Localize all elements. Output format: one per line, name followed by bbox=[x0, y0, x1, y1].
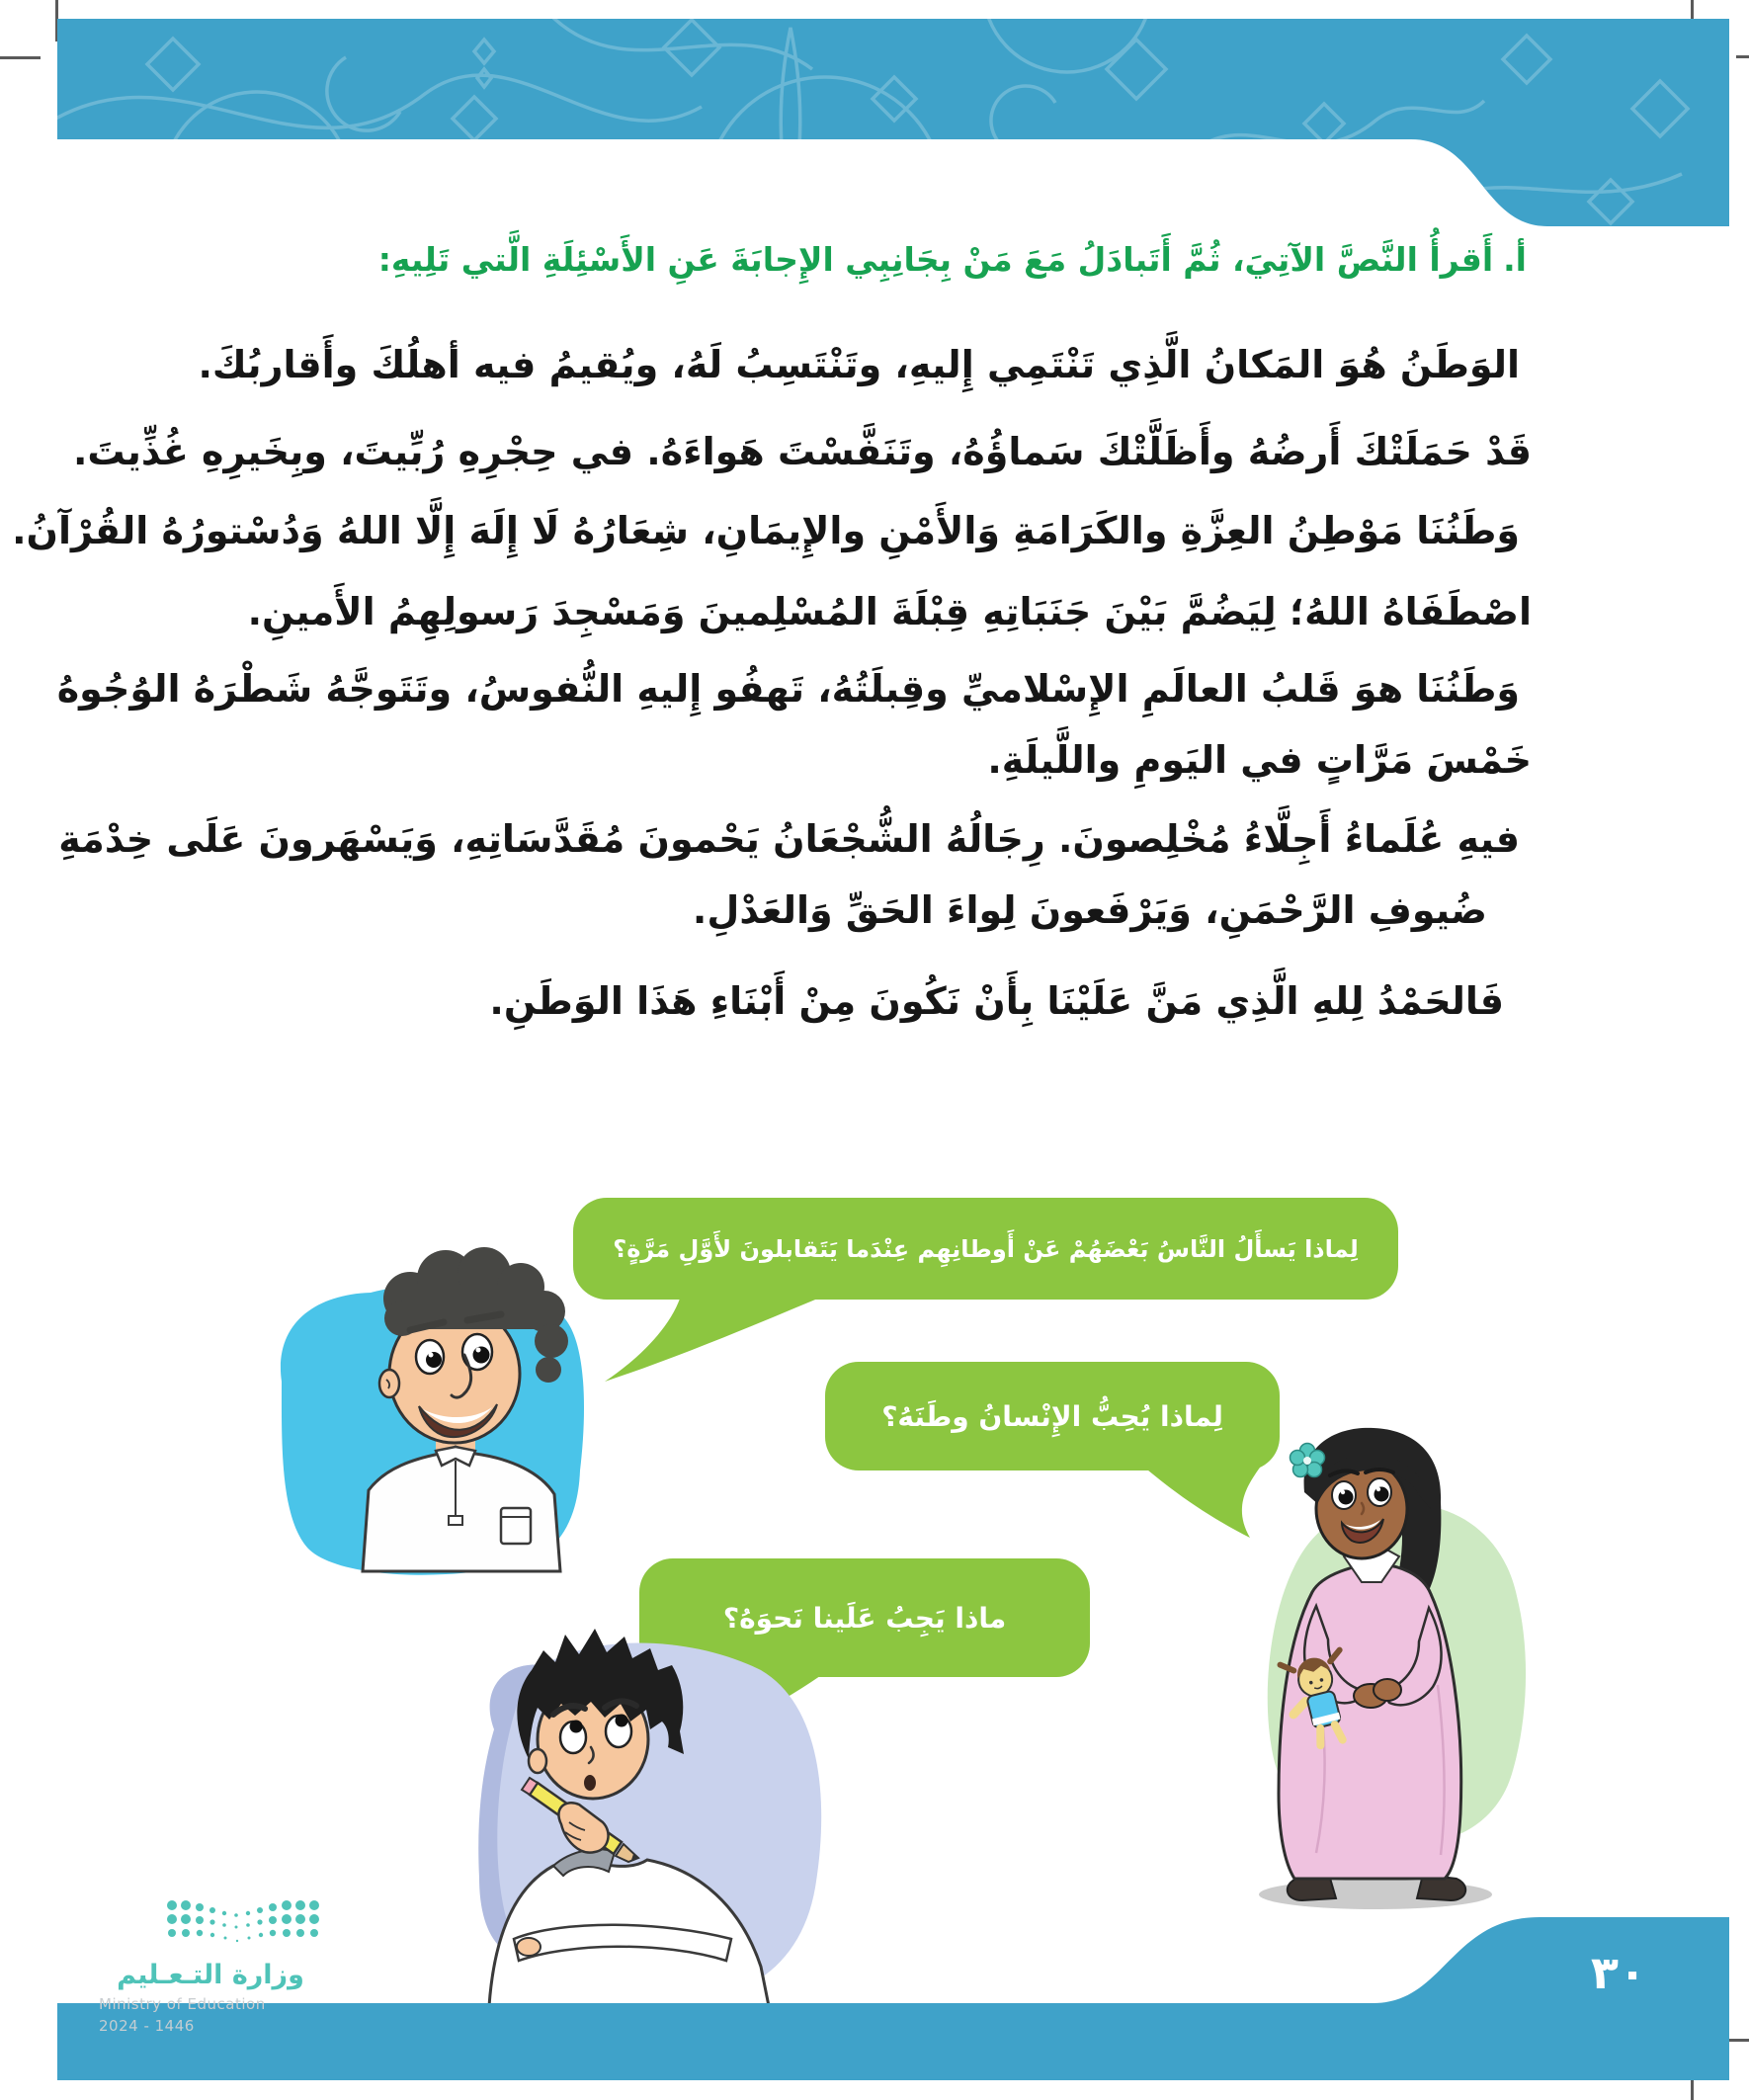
header-band bbox=[0, 0, 1749, 237]
edition-year: 2024 - 1446 bbox=[99, 2017, 195, 2035]
speech-bubble-1-text: لِماذا يَسأَلُ النَّاسُ بَعْضَهُمْ عَنْ أَوطانِهِم عِنْدَما يَتَقابلونَ لأَوَّلِ مَرَّةٍ؟ bbox=[613, 1234, 1359, 1263]
page-number: ٣٠ bbox=[1590, 1946, 1647, 1999]
ministry-name-english: Ministry of Education bbox=[99, 1995, 266, 2013]
instruction-heading bbox=[178, 233, 1527, 287]
passage-line: فَالحَمْدُ لِلهِ الَّذِي مَنَّ عَلَيْنَا بِأَنْ نَكُونَ مِنْ أَبْنَاءِ هَذَا الوَطَنِ. bbox=[489, 979, 1504, 1023]
instruction-text: أَقرأُ النَّصَّ الآتِيَ، ثُمَّ أَتَبادَلُ مَعَ مَنْ بِجَانِبِي الإِجابَةَ عَنِ الأَسْئِلَةِ الَّتي تَلِيهِ: bbox=[377, 240, 1494, 279]
instruction-letter: أ. bbox=[1503, 240, 1527, 279]
passage-line: اصْطَفَاهُ اللهُ؛ لِيَضُمَّ بَيْنَ جَنَبَاتِهِ قِبْلَةَ المُسْلِمينَ وَمَسْجِدَ رَسولِهِمُ الأَمينِ. bbox=[247, 590, 1532, 633]
passage-line: وَطَنُنَا هوَ قَلبُ العالَمِ الإِسْلاميِّ وقِبلَتُهُ، تَهفُو إِليهِ النُّفوسُ، وتَتَوجَّهُ شَطْرَهُ الوُجُوهُ bbox=[56, 667, 1520, 711]
speech-bubble-1-tail bbox=[603, 1293, 840, 1391]
speech-bubble-3-text: ماذا يَجِبُ عَلَينا نَحوَهُ؟ bbox=[722, 1601, 1007, 1635]
character-girl-holding-doll bbox=[1225, 1398, 1561, 1927]
passage-line: وَطَنُنَا مَوْطِنُ العِزَّةِ والكَرَامَةِ وَالأَمْنِ والإِيمَانِ، شِعَارُهُ لَا إِلَهَ إِلَّا اللهُ وَدُسْتورُهُ القُرْآنُ. bbox=[12, 509, 1520, 552]
speech-bubble-2-text: لِماذا يُحِبُّ الإِنْسانُ وطَنَهُ؟ bbox=[881, 1399, 1223, 1433]
reading-passage bbox=[12, 329, 1532, 1037]
girl-dress bbox=[1279, 1564, 1461, 1879]
character-boy-smiling bbox=[252, 1223, 608, 1594]
ministry-name-arabic: وزارة التـعـليم bbox=[117, 1960, 304, 1990]
ministry-of-education-logo-icon bbox=[166, 1897, 324, 1949]
passage-line: فيهِ عُلَماءُ أَجِلَّاءُ مُخْلِصونَ. رِجَالُهُ الشُّجْعَانُ يَحْمونَ مُقَدَّسَاتِهِ، وَيَسْهَرونَ عَلَى خِدْمَةِ bbox=[58, 817, 1520, 861]
speech-bubble-question-1 bbox=[573, 1198, 1398, 1300]
passage-line: الوَطَنُ هُوَ المَكانُ الَّذِي تَنْتَمِي إِليهِ، وتَنْتَسِبُ لَهُ، ويُقيمُ فيه أهلُكَ وأَقاربُكَ. bbox=[198, 343, 1520, 386]
passage-line: قَدْ حَمَلَتْكَ أَرضُهُ وأَظَلَّتْكَ سَماؤُهُ، وتَنَفَّسْتَ هَواءَهُ. في حِجْرِهِ رُبِّيتَ، وبِخَيرِهِ غُذِّيتَ. bbox=[72, 430, 1532, 473]
passage-line: خَمْسَ مَرَّاتٍ في اليَومِ واللَّيلَةِ. bbox=[987, 738, 1532, 782]
passage-line: ضُيوفِ الرَّحْمَنِ، وَيَرْفَعونَ لِواءَ الحَقِّ وَالعَدْلِ. bbox=[692, 888, 1487, 932]
speech-bubble-question-2 bbox=[825, 1362, 1280, 1470]
